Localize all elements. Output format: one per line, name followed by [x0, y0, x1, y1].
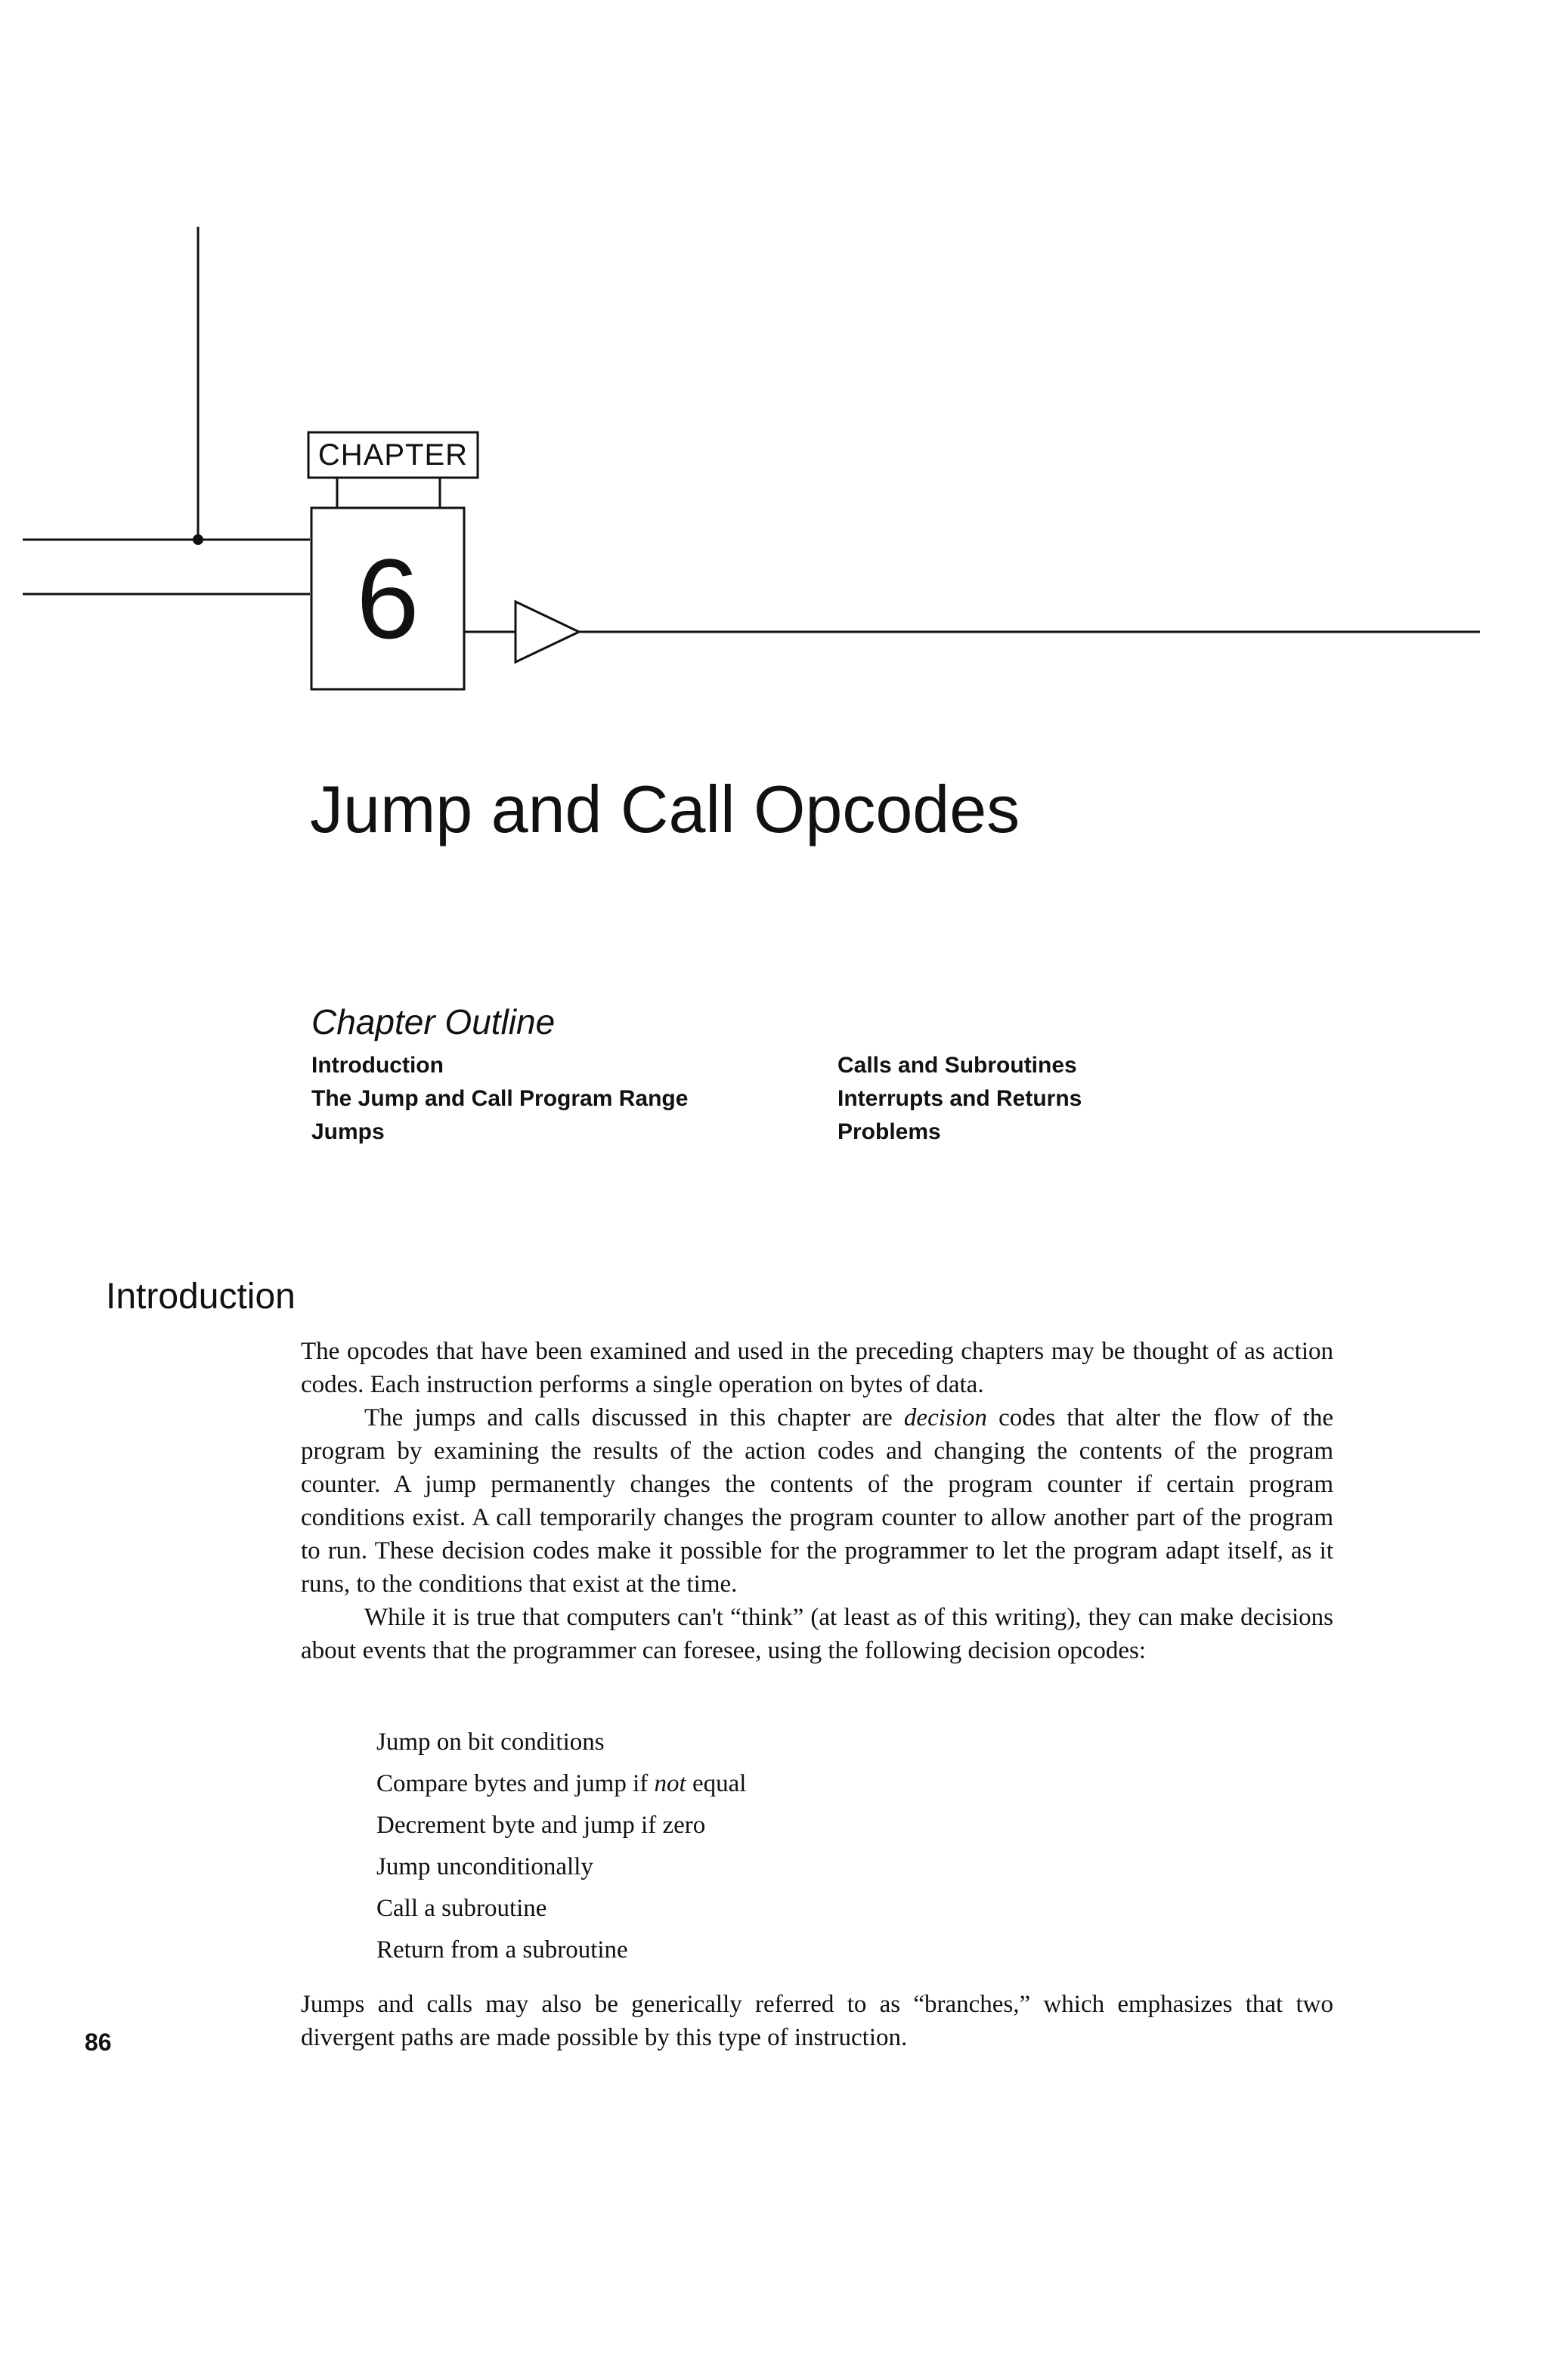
chapter-label: CHAPTER	[317, 438, 469, 472]
junction-dot	[193, 534, 203, 545]
text-run: Jump on bit conditions	[376, 1729, 605, 1756]
closing-paragraph	[301, 1988, 1333, 2054]
list-item	[376, 1763, 746, 1805]
text-run: The opcodes that have been examined and used in the preceding chapters may be thought of as action codes. Each instruction performs a single operation on bytes of data.	[301, 1338, 1333, 1398]
chapter-emblem-graphic	[0, 0, 1548, 756]
chapter-number: 6	[356, 534, 420, 662]
paragraph: Jumps and calls may also be generically referred to as “branches,” which emphasizes that two divergent paths are made possible by this type of instruction.	[301, 1991, 1333, 2051]
text-run: The jumps and calls discussed in this chapter are	[364, 1404, 904, 1431]
decision-opcode-list	[376, 1722, 746, 1971]
paragraph	[301, 1601, 1333, 1667]
chapter-title: Jump and Call Opcodes	[310, 772, 1020, 846]
emphasis: decision	[903, 1404, 987, 1431]
outline-item: Introduction	[311, 1053, 444, 1078]
outline-item: Calls and Subroutines	[837, 1053, 1077, 1078]
output-lead	[464, 602, 515, 632]
list-item	[376, 1805, 746, 1846]
text-run: Compare bytes and jump if	[376, 1770, 655, 1797]
arrow-triangle-icon	[515, 602, 579, 662]
text-run: Call a subroutine	[376, 1895, 547, 1922]
outline-heading: Chapter Outline	[311, 1002, 556, 1041]
text-run: codes that alter the flow of the program by examining the results of the action codes and changing the contents of the program counter. A jump permanently changes the contents of the program counter if certain program conditions exist. A call temporarily changes the program counter to allow another part of the program to run. These decision codes make it possible for the programmer to let the program adapt itself, as it runs, to the conditions that exist at the time.	[301, 1404, 1333, 1598]
list-item	[376, 1888, 746, 1930]
outline-item: Problems	[837, 1119, 941, 1144]
introduction-body	[301, 1335, 1333, 1667]
text-run: Return from a subroutine	[376, 1936, 628, 1964]
paragraph	[301, 1401, 1333, 1601]
outline-item: The Jump and Call Program Range	[311, 1086, 689, 1111]
text-run: Decrement byte and jump if zero	[376, 1812, 706, 1839]
text-run: Jump unconditionally	[376, 1853, 593, 1880]
emphasis: not	[654, 1770, 686, 1797]
section-heading: Introduction	[106, 1277, 296, 1317]
outline-left-column	[311, 1049, 688, 1149]
page-number: 86	[85, 2029, 112, 2056]
text-run: While it is true that computers can't “think” (at least as of this writing), they can make decisions about events that the programmer can foresee, using the following decision opcodes:	[301, 1604, 1333, 1664]
outline-item: Interrupts and Returns	[837, 1086, 1082, 1111]
list-item	[376, 1930, 746, 1971]
list-item	[376, 1722, 746, 1763]
paragraph	[301, 1335, 1333, 1401]
list-item	[376, 1846, 746, 1888]
outline-right-column	[837, 1049, 1082, 1149]
text-run: equal	[686, 1770, 747, 1797]
outline-item: Jumps	[311, 1119, 385, 1144]
